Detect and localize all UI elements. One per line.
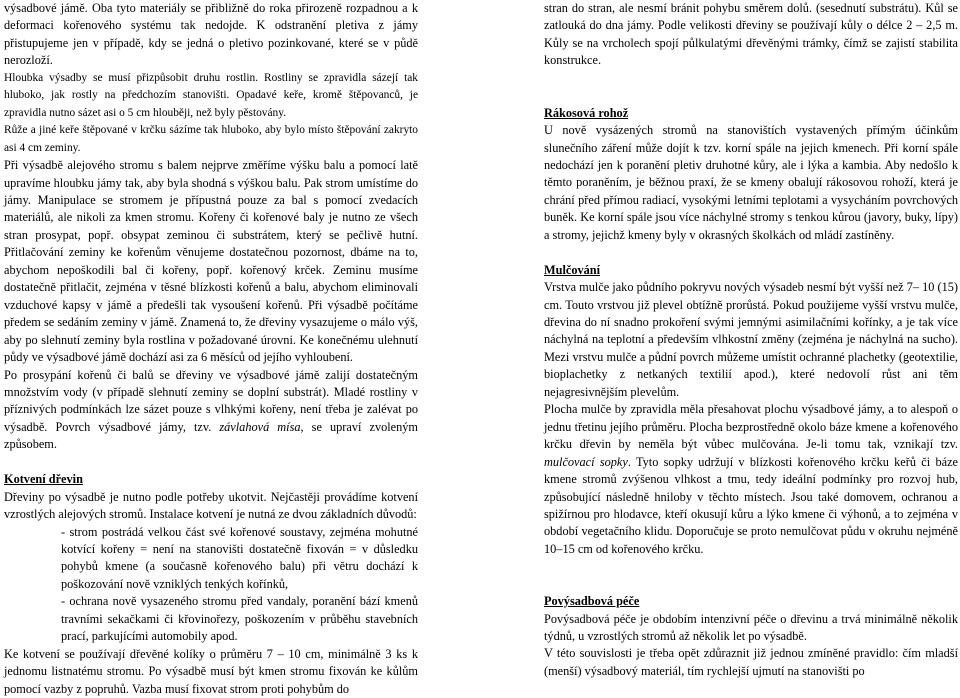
paragraph: Hloubka výsadby se musí přizpůsobit druhu rostlin. Rostliny se zpravidla sázejí tak hluboko, jak rostly na předchozím stanovišti. Opadavé keře, kromě štěpovanců, je zpravidla nutno sázet asi o 5 cm hlouběji, než byly pěstovány.	[4, 71, 418, 119]
section-heading: Mulčování	[544, 262, 601, 277]
right-column	[544, 0, 958, 680]
paragraph: Při výsadbě alejového stromu s balem nejprve změříme výšku balu a pomocí latě upravíme hloubku jámy tak, aby byla shodná s výškou balu. Pak strom umístíme do jámy. Manipulace se stromem je přípustná pouze za bal s pomocí zvedacích materiálů, ale nikoli za kmen stromu. Kořeny či kořenové baly je nutno ze všech stran prosypat, popř. obsypat zeminou či substrátem, který se pečlivě hutní. Přitlačování zeminy ke kořenům věnujeme dostatečnou pozornost, dbáme na to, abychom nepoškodili bal či kořeny, popř. kořenový krček. Zeminu musíme dostatečně přitlačit, zejména v těsné blízkosti kořenů a balu, abychom eliminovali vzduchové kapsy v jámě a předešli tak vysoušení kořenů. Při výsadbě počítáme předem se sedáním zeminy v jámě. Znamená to, že dřeviny vysazujeme o málo výš, aby po slehnutí zeminy byla rostlina v požadované úrovni. Ke konečnému ulehnutí půdy ve výsadbové jámě dochází asi za 6 měsíců od jejího vyhloubení.	[4, 158, 418, 365]
list-item: - strom postrádá velkou část své kořenové soustavy, zejména mohutné kotvící kořeny = není na stanovišti dostatečně fixován = v důsledku pohybů kmene (a současně kořenového balu) při větru dochází k poškozování nově vzniklých tenkých kořínků,	[61, 524, 418, 591]
paragraph: Ke kotvení se používají dřevěné kolíky o průměru 7 – 10 cm, minimálně 3 ks k jednomu listnatému stromu. Po výsadbě musí být kmen stromu fixován ke kůlům pomocí vazby z popruhů. Vazba musí fixovat strom proti pohybům do	[4, 646, 418, 696]
section-heading: Povýsadbová péče	[544, 594, 640, 609]
paragraph: Povýsadbová péče je obdobím intenzivní péče o dřevinu a trvá minimálně několik týdnů, u vzrostlých stromů až několik let po výsadbě.	[544, 611, 958, 643]
paragraph: stran do stran, ale nesmí bránit pohybu směrem dolů. (sesednutí substrátu). Kůl se zatlouká do dna jámy. Podle velikosti dřeviny se používají kůly o délce 2 – 2,5 m. Kůly se na vrcholech spojí půlkulatými dřevěnými trámky, čímž se zajistí stabilita konstrukce.	[544, 1, 958, 68]
paragraph: Vrstva mulče jako půdního pokryvu nových výsadeb nesmí být vyšší než 7– 10 (15) cm. Touto vrstvou již plevel obtížně prorůstá. Pokud použijeme vyšší vrstvu mulče, dřevina do ní snadno prokoření svými jemnými asimilačními kořínky, a je tak více náchylná na teplotní a především vlhkostní změny (zejména je náchylná na sucho). Mezi vrstvu mulče a půdní povrch můžeme umístit ochranné plachetky (geotextilie, bioplachetky z netkaných textilií apod.), které nedovolí růst ani těm nejagresivnějším plevelům.	[544, 280, 958, 399]
emphasis: závlahová mísa	[219, 419, 301, 434]
paragraph: výsadbové jámě. Oba tyto materiály se přibližně do roka přirozeně rozpadnou a k deformaci kořenového systému tak nedojde. K odstranění pletiva z jámy přistupujeme jen v případě, kdy se jedná o pletivo pozinkované, které se v půdě nerozloží.	[4, 1, 418, 68]
paragraph: U nově vysázených stromů na stanovištích vystavených přímým účinkům slunečního záření může dojít k tzv. korní spále na jejich kmenech. Při korní spále nedochází jen k poranění pletiv druhotné kůry, ale i lýka a kambia. Aby nedošlo k těmto poraněním, je běžnou praxí, že se kmeny obalují rákosovou rohoží, která je chrání před přímou radiací, vysokými letními teplotami a vysycháním povrchových buněk. Ke korní spále jsou více náchylné stromy s tenkou kůrou (javory, buky, lípy) a stromy, jejichž kmeny byly v okrasných školkách od mládí zastíněny.	[544, 123, 958, 242]
paragraph: Plocha mulče by zpravidla měla přesahovat plochu výsadbové jámy, a to alespoň o jednu třetinu jejího průměru. Plocha bezprostředně okolo báze kmene a kořenového krčku dřevin by neměla být vůbec mulčována. Je-li tomu tak, vznikají tzv. mulčovací sopky. Tyto sopky udržují v blízkosti kořenového krčku keřů či báze kmene stromů zvýšenou vlhkost a tmu, tedy ideální podmínky pro rozvoj hub, způsobující následně hniloby v těchto místech. Jsou také domovem, ochranou a spižírnou pro hlodavce, kteří okusují kůru a lýko kmene či výhonů, a to zejména v období vegetačního klidu. Doporučuje se proto nemulčovat půdu v okruhu nejméně 10–15 cm od kořenového krčku.	[544, 402, 958, 556]
paragraph: Po prosypání kořenů či balů se dřeviny ve výsadbové jámě zalijí dostatečným množstvím vody (v případě slehnutí zeminy se doplní substrát). Mladé rostliny v příznivých podmínkách lze sázet pouze s vlhkými kořeny, není třeba je zalévat po výsadbě. Povrch výsadbové jámy, tzv. závlahová mísa, se upraví zvoleným způsobem.	[4, 367, 418, 452]
emphasis: mulčovací sopky	[544, 454, 628, 469]
paragraph: V této souvislosti je třeba opět zdůraznit již jednou zmíněné pravidlo: čím mladší (menší) výsadbový materiál, tím rychlejší ujmutí na stanovišti po	[544, 646, 958, 678]
list-item: - ochrana nově vysazeného stromu před vandaly, poranění bází kmenů travními sekačkami či křovinořezy, poškozením v průběhu stavebních prací, parkujícími automobily apod.	[61, 594, 418, 644]
paragraph: Růže a jiné keře štěpované v krčku sázíme tak hluboko, aby bylo místo štěpování zakryto asi 4 cm zeminy.	[4, 124, 418, 154]
section-heading: Kotvení dřevin	[4, 472, 83, 487]
paragraph: Dřeviny po výsadbě je nutno podle potřeby ukotvit. Nejčastěji provádíme kotvení vzrostlých alejových stromů. Instalace kotvení je nutná ze dvou základních důvodů:	[4, 489, 418, 522]
section-heading: Rákosová rohož	[544, 105, 629, 120]
left-column	[4, 0, 418, 698]
